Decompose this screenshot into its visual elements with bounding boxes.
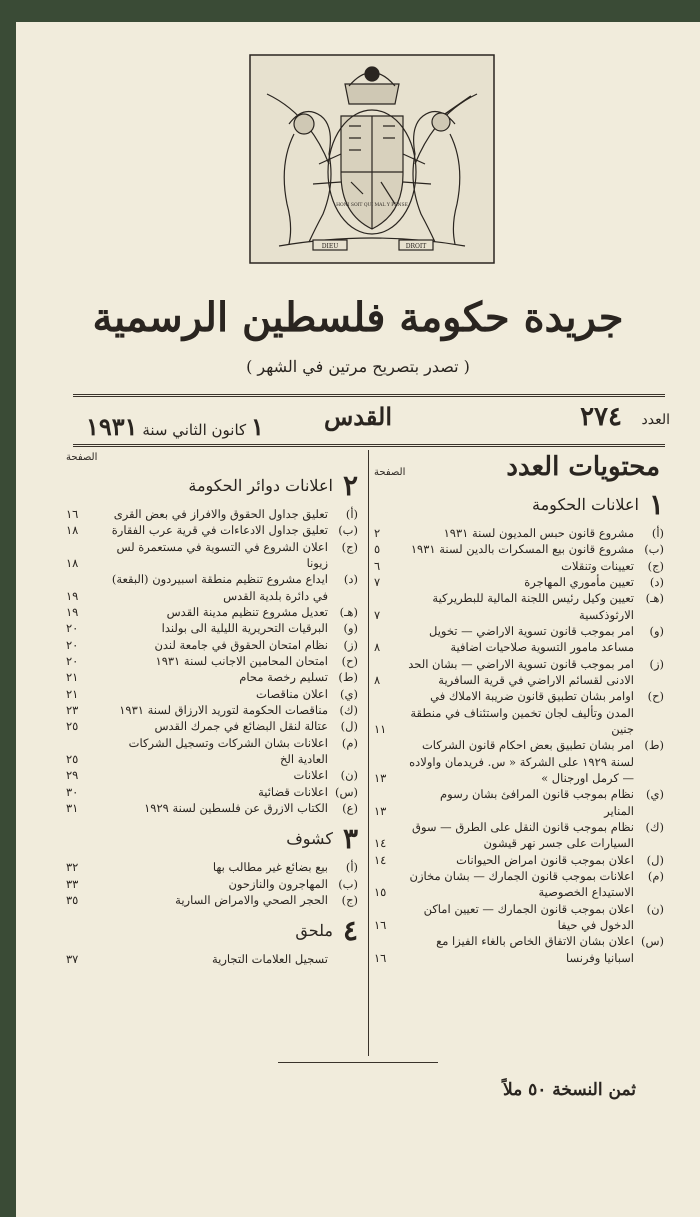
toc-entry-text: تعيين مأموري المهاجرة xyxy=(524,574,634,589)
header-bottom-rule xyxy=(73,444,665,445)
toc-left-column xyxy=(66,452,358,968)
toc-entry-page: ٨ xyxy=(374,672,381,687)
toc-entry-letter: (ب) xyxy=(644,542,664,557)
toc-entry-letter: (ي) xyxy=(646,787,664,802)
toc-entry[interactable] xyxy=(374,574,664,590)
toc-entry-page: ١٨ xyxy=(66,555,79,570)
toc-entry-page: ٣٧ xyxy=(66,952,79,967)
toc-entry-text: نظام بموجب قانون المرافئ بشان رسوم المناير xyxy=(440,787,634,818)
toc-entry-text: تعيين وكيل رئيس اللجنة المالية للبطريركية الارثوذكسية xyxy=(432,591,634,622)
toc-entry-page: ٣٢ xyxy=(66,860,79,875)
toc-entry-text: امتحان المحامين الاجانب لسنة ١٩٣١ xyxy=(155,653,328,668)
toc-entry-text: مشروع قانون بيع المسكرات بالدين لسنة ١٩٣١ xyxy=(410,542,634,557)
toc-entry-text: المهاجرون والنازحون xyxy=(228,876,328,891)
toc-entry[interactable] xyxy=(374,525,664,541)
toc-entry[interactable] xyxy=(66,506,358,522)
toc-entry-text: الحجر الصحي والامراض السارية xyxy=(175,892,328,907)
toc-entry-letter: (ع) xyxy=(342,800,358,815)
toc-entry-page: ٢٣ xyxy=(66,702,79,717)
toc-entry-letter: (ج) xyxy=(341,892,358,907)
page-column-label-left: الصفحة xyxy=(66,452,98,463)
section-number: ٤ xyxy=(342,914,358,948)
toc-entry-page: ١٩ xyxy=(66,604,79,619)
toc-entry-letter: (ط) xyxy=(338,670,358,685)
toc-entry-page: ٢٠ xyxy=(66,637,79,652)
toc-entry-text: اوامر بشان تطبيق قانون ضريبة الاملاك في المدن وتأليف لجان تخمين واستئناف في منطقة جنين xyxy=(410,689,634,736)
toc-entry-text: ايداع مشروع تنظيم منطقة اسبيردون (البقعة) في دائرة بلدية القدس xyxy=(111,572,328,603)
toc-entry[interactable] xyxy=(374,656,664,689)
toc-entry-page: ١٨ xyxy=(66,523,79,538)
toc-entry[interactable] xyxy=(66,735,358,768)
toc-entry-letter: (ك) xyxy=(645,819,664,834)
section-heading xyxy=(66,822,358,855)
toc-entry[interactable] xyxy=(374,819,664,852)
section-title: كشوف xyxy=(286,829,333,849)
section-number: ٣ xyxy=(342,822,358,856)
toc-entry-letter: (و) xyxy=(649,623,664,638)
toc-entry[interactable] xyxy=(66,539,358,572)
toc-entry[interactable] xyxy=(66,571,358,604)
toc-entry-page: ٣٠ xyxy=(66,784,79,799)
toc-entry[interactable] xyxy=(66,718,358,734)
toc-entry-letter: (ن) xyxy=(646,901,664,916)
toc-entry-letter: (ل) xyxy=(340,719,358,734)
header-top-rule-2 xyxy=(73,396,665,397)
toc-entry-letter: (ب) xyxy=(338,876,358,891)
section-title: ملحق xyxy=(295,921,333,941)
toc-entry-letter: (ز) xyxy=(343,637,358,652)
gazette-title: جريدة حكومة فلسطين الرسمية xyxy=(92,294,624,341)
toc-entry-letter: (س) xyxy=(640,934,664,949)
toc-entry[interactable] xyxy=(66,784,358,800)
issue-date-text: كانون الثاني سنة xyxy=(142,421,247,439)
toc-entry-page: ١٤ xyxy=(374,836,387,851)
toc-entry-text: اعلانات بشان الشركات وتسجيل الشركات العادية الخ xyxy=(128,735,328,766)
section-heading xyxy=(66,914,358,947)
toc-entry-letter: (هـ) xyxy=(645,591,664,606)
toc-entry-page: ١٦ xyxy=(66,507,79,521)
toc-entry-page: ٥ xyxy=(374,542,381,557)
toc-entry-letter: (ط) xyxy=(644,738,664,753)
toc-entry-letter: (ج) xyxy=(647,558,664,573)
emblem-motto-left: DIEU xyxy=(321,243,339,250)
toc-entry-letter: (د) xyxy=(649,574,664,589)
toc-right-sections xyxy=(374,488,664,966)
toc-entry-text: اعلانات بموجب قانون الجمارك — بشان مخازن الاستيداع الخصوصية xyxy=(409,868,634,900)
toc-heading-row xyxy=(374,452,664,482)
section-heading xyxy=(374,488,664,521)
toc-entry-text: تسليم رخصة محام xyxy=(239,670,328,685)
gazette-subtitle: ( تصدر بتصريح مرتين في الشهر ) xyxy=(246,357,470,376)
toc-entry[interactable] xyxy=(374,590,664,623)
issue-date-day: ١ xyxy=(250,412,264,441)
toc-entry-text: الكتاب الازرق عن فلسطين لسنة ١٩٢٩ xyxy=(144,800,328,815)
toc-entry-page: ١١ xyxy=(374,721,387,736)
toc-entry-text: اعلان بموجب قانون امراض الحيوانات xyxy=(456,852,634,867)
toc-right-column xyxy=(374,452,664,966)
toc-entry[interactable] xyxy=(66,800,358,816)
toc-entry[interactable] xyxy=(66,892,358,908)
emblem-motto-right: DROIT xyxy=(405,243,427,250)
toc-entry-page: ٧ xyxy=(374,607,381,622)
toc-entry-page: ٢١ xyxy=(66,670,79,685)
toc-entry-letter: (ح) xyxy=(341,653,358,668)
toc-entry-text: تسجيل العلامات التجارية xyxy=(212,952,328,967)
toc-entry-page: ١٣ xyxy=(374,803,387,818)
toc-entry-text: اعلان بموجب قانون الجمارك — تعيين اماكن الدخول في حيفا xyxy=(423,901,634,932)
toc-entry[interactable] xyxy=(374,558,664,574)
toc-entry-letter: (ن) xyxy=(340,768,358,783)
toc-entry-text: تعيينات وتنقلات xyxy=(561,558,634,573)
toc-entry[interactable] xyxy=(66,951,358,967)
toc-entry[interactable] xyxy=(66,876,358,892)
toc-entry[interactable] xyxy=(66,686,358,702)
toc-entry-text: مناقصات الحكومة لتوريد الارزاق لسنة ١٩٣١ xyxy=(119,702,328,717)
toc-entry-letter: (ي) xyxy=(340,686,358,701)
toc-entry-text: اعلان مناقصات xyxy=(256,686,328,701)
copy-price: ثمن النسخة ٥٠ ملاً xyxy=(502,1080,636,1100)
toc-title: محتويات العدد xyxy=(506,452,660,482)
toc-entry-page: ٢١ xyxy=(66,686,79,701)
toc-entry[interactable] xyxy=(66,669,358,685)
toc-entry-letter: (أ) xyxy=(651,526,664,540)
toc-entry-text: تعليق جداول الحقوق والافراز في بعض القرى xyxy=(113,507,328,521)
toc-entry[interactable] xyxy=(66,767,358,783)
toc-entry-letter: (د) xyxy=(343,572,358,587)
toc-entry-text: اعلان الشروع في التسوية في مستعمرة لس زيونا xyxy=(116,539,328,570)
toc-entry[interactable] xyxy=(374,737,664,786)
gazette-page xyxy=(16,22,700,1217)
toc-entry-text: نظام بموجب قانون النقل على الطرق — سوق السيارات على جسر نهر قيشون xyxy=(412,819,634,851)
toc-entry-letter: (م) xyxy=(647,868,664,883)
toc-entry[interactable] xyxy=(66,620,358,636)
toc-entry-page: ٣٣ xyxy=(66,876,79,891)
toc-entry-letter: (س) xyxy=(334,784,358,799)
toc-entry-text: عتالة لنقل البضائع في جمرك القدس xyxy=(154,719,328,734)
toc-entry-text: تعليق جداول الادعاءات في قرية عرب الفقارة xyxy=(111,523,328,538)
toc-entry-page: ١٩ xyxy=(66,588,79,603)
toc-entry-letter: (ج) xyxy=(341,539,358,554)
toc-entry[interactable] xyxy=(374,901,664,934)
toc-entry-page: ٢٥ xyxy=(66,751,79,766)
toc-entry-page: ١٥ xyxy=(374,885,387,900)
header-top-rule xyxy=(73,394,665,395)
section-heading xyxy=(66,469,358,502)
toc-entry[interactable] xyxy=(374,933,664,966)
toc-entry-text: نظام امتحان الحقوق في جامعة لندن xyxy=(154,637,328,652)
toc-entry-text: مشروع قانون حبس المديون لسنة ١٩٣١ xyxy=(443,526,634,540)
toc-entry-letter: (أ) xyxy=(345,507,358,521)
toc-entry-page: ٦ xyxy=(374,558,381,573)
issue-label: العدد xyxy=(641,412,670,428)
toc-entry-page: ١٤ xyxy=(374,852,387,867)
toc-entry[interactable] xyxy=(66,653,358,669)
toc-entry-letter: (ز) xyxy=(649,656,664,671)
issue-date-year: ١٩٣١ xyxy=(86,412,138,441)
toc-entry-page: ٢٠ xyxy=(66,653,79,668)
toc-entry-letter: (هـ) xyxy=(339,604,358,619)
toc-entry-page: ١٦ xyxy=(374,917,387,932)
emblem-garter-motto: HONI SOIT QUI MAL Y PENSE xyxy=(336,203,408,208)
section-title: اعلانات دوائر الحكومة xyxy=(188,476,333,495)
royal-coat-of-arms-icon xyxy=(249,54,495,264)
toc-entry-letter: (أ) xyxy=(345,860,358,875)
toc-entry-text: امر بشان تطبيق بعض احكام قانون الشركات لسنة ١٩٢٩ على الشركة « س. فريدمان واولاده — كرمل اورجنال » xyxy=(409,738,634,785)
toc-entry-page: ٢٠ xyxy=(66,621,79,636)
toc-entry-page: ١٦ xyxy=(374,950,387,965)
section-title: اعلانات الحكومة xyxy=(532,495,639,514)
toc-entry-text: اعلان بشان الاتفاق الخاص بالغاء الفيزا مع اسبانيا وفرنسا xyxy=(436,934,634,965)
toc-entry-letter: (و) xyxy=(343,621,358,636)
toc-entry-page: ٢ xyxy=(374,526,381,540)
toc-entry[interactable] xyxy=(66,702,358,718)
toc-entry[interactable] xyxy=(66,604,358,620)
toc-entry[interactable] xyxy=(66,859,358,875)
toc-left-sections xyxy=(66,469,358,968)
toc-entry-page: ٢٥ xyxy=(66,719,79,734)
toc-entry-text: البرقيات التحريرية الليلية الى بولندا xyxy=(161,621,328,636)
toc-entry-text: بيع بضائع غير مطالب بها xyxy=(212,860,328,875)
toc-entry[interactable] xyxy=(66,522,358,538)
toc-entry[interactable] xyxy=(374,541,664,557)
toc-entry-page: ٣١ xyxy=(66,800,79,815)
header-bottom-rule-2 xyxy=(73,446,665,447)
section-number: ٢ xyxy=(342,469,358,502)
toc-entry[interactable] xyxy=(374,852,664,868)
toc-entry-text: اعلانات xyxy=(293,768,328,783)
toc-entry[interactable] xyxy=(374,688,664,737)
toc-entry[interactable] xyxy=(66,637,358,653)
toc-entry-page: ٨ xyxy=(374,640,381,655)
toc-entry-letter: (ب) xyxy=(338,523,358,538)
column-divider xyxy=(368,450,369,1056)
toc-entry-page: ١٣ xyxy=(374,770,387,785)
toc-entry-text: تعديل مشروع تنظيم مدينة القدس xyxy=(166,604,328,619)
toc-entry-page: ٢٩ xyxy=(66,768,79,783)
toc-entry-text: امر بموجب قانون تسوية الاراضي — بشان الحد الادنى لقسائم الاراضي في قرية السافرية xyxy=(408,656,634,687)
toc-entry[interactable] xyxy=(374,623,664,656)
issue-city: القدس xyxy=(323,402,392,431)
toc-left-heading-row xyxy=(66,452,358,463)
toc-entry-letter: (ح) xyxy=(647,689,664,704)
issue-number: ٢٧٤ xyxy=(580,402,622,432)
toc-entry[interactable] xyxy=(374,868,664,901)
toc-entry-letter: (ك) xyxy=(339,702,358,717)
toc-entry[interactable] xyxy=(374,786,664,819)
footer-rule xyxy=(278,1062,438,1063)
section-number: ١ xyxy=(648,488,664,521)
issue-date xyxy=(86,412,264,441)
toc-entry-page: ٣٥ xyxy=(66,892,79,907)
toc-entry-letter: (ل) xyxy=(646,852,664,867)
toc-entry-text: اعلانات قضائية xyxy=(258,784,328,799)
toc-entry-letter: (م) xyxy=(341,735,358,750)
toc-entry-page: ٧ xyxy=(374,574,381,589)
page-column-label: الصفحة xyxy=(374,467,406,478)
toc-entry-text: امر بموجب قانون تسوية الاراضي — تخويل مساعد مامور التسوية صلاحيات اضافية xyxy=(428,623,634,655)
